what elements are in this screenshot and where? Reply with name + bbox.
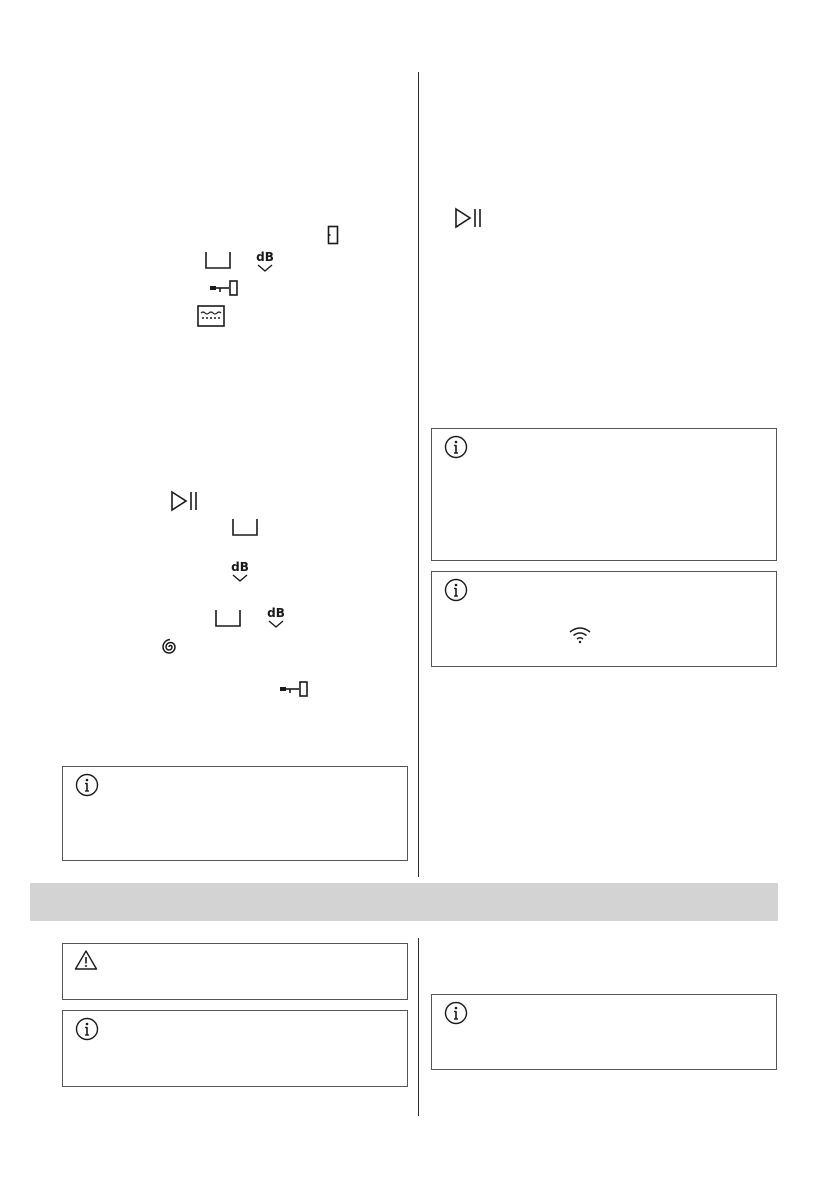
- section-header-band: [30, 883, 778, 921]
- db-mute-icon: [265, 605, 287, 629]
- warning-note-box: [62, 943, 408, 1000]
- door-icon: [327, 225, 339, 245]
- svg-text:dB: dB: [267, 606, 285, 620]
- key-lock-icon: [208, 279, 240, 297]
- info-icon: [444, 435, 468, 459]
- info-icon: [75, 773, 99, 797]
- db-mute-icon: [229, 559, 251, 583]
- play-pause-icon: [454, 207, 484, 229]
- info-icon: [444, 578, 468, 602]
- key-lock-icon: [278, 680, 310, 698]
- info-note-box: [62, 1010, 408, 1087]
- tray-icon: [231, 517, 259, 537]
- play-pause-icon: [170, 490, 200, 512]
- column-divider-bottom: [418, 938, 419, 1116]
- tray-icon: [214, 608, 242, 628]
- svg-text:dB: dB: [231, 560, 249, 574]
- svg-text:dB: dB: [256, 250, 274, 264]
- spiral-icon: [160, 637, 180, 657]
- info-note-box: [62, 766, 408, 861]
- info-note-box: [431, 571, 777, 667]
- water-tank-icon: [196, 304, 226, 328]
- db-mute-icon: [254, 249, 276, 273]
- info-note-box: [431, 994, 777, 1070]
- info-note-box: [431, 428, 777, 561]
- warning-icon: [74, 949, 98, 971]
- tray-icon: [204, 250, 232, 270]
- wifi-icon: [568, 626, 592, 644]
- info-icon: [75, 1017, 99, 1041]
- column-divider-top: [418, 72, 419, 877]
- info-icon: [444, 1001, 468, 1025]
